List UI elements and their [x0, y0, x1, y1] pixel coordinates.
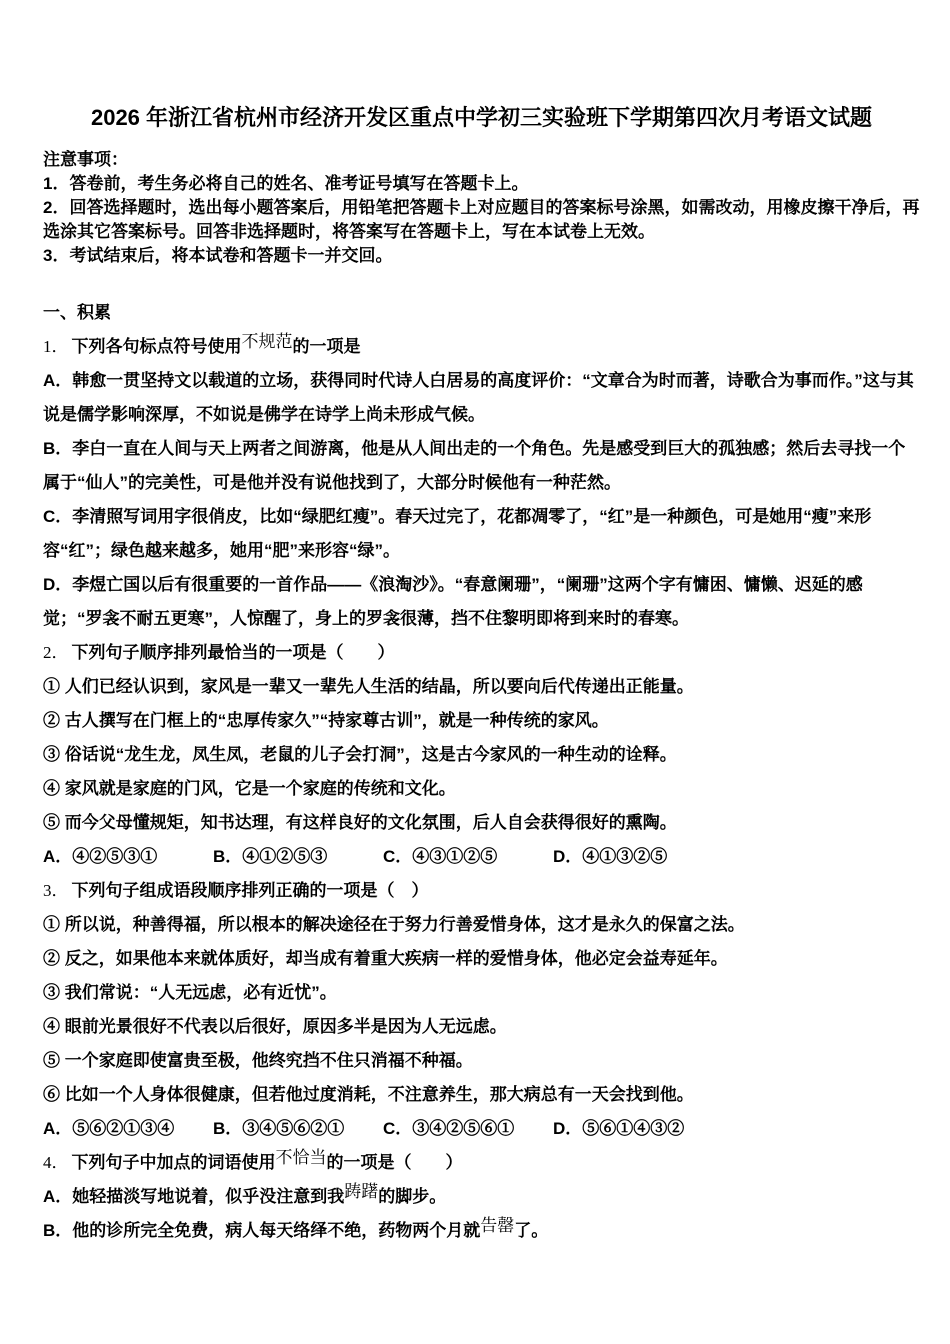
option-label: C． — [43, 507, 73, 526]
page-title: 2026 年浙江省杭州市经济开发区重点中学初三实验班下学期第四次月考语文试题 — [90, 105, 873, 130]
sentence-item: ⑤ 而今父母懂规矩，知书达理，有这样良好的文化氛围，后人自会获得很好的熏陶。 — [43, 813, 677, 832]
sentence-item: ① 人们已经认识到，家风是一辈又一辈先人生活的结晶，所以要向后代传递出正能量。 — [43, 677, 694, 696]
answer-row — [43, 840, 920, 874]
section-heading: 一、积累 — [43, 303, 111, 322]
option-text: 了。 — [514, 1221, 549, 1240]
option-label: B． — [43, 439, 73, 458]
stem-text: 下列句子顺序排列最恰当的一项是（ ） — [71, 643, 395, 662]
stem-text: 下列各句标点符号使用 — [71, 337, 242, 356]
option-text: 她轻描淡写地说着，似乎没注意到我 — [72, 1187, 345, 1206]
answer-choice: D．⑤⑥①④③② — [553, 1119, 685, 1138]
sentence-item: ① 所以说，种善得福，所以根本的解决途径在于努力行善爱惜身体，这才是永久的保富之法。 — [43, 915, 745, 934]
stem-text: 的一项是 — [292, 337, 361, 356]
question-number: 2． — [43, 643, 69, 662]
option-text: 李白一直在人间与天上两者之间游离，他是从人间出走的一个角色。先是感受到巨大的孤独感；然后去寻找一个属于“仙人”的完美性，可是他并没有说他找到了，大部分时候他有一种茫然。 — [43, 439, 906, 492]
notice-item: 1．答卷前，考生务必将自己的姓名、准考证号填写在答题卡上。 — [43, 174, 529, 193]
notice-section — [43, 148, 920, 268]
answer-choice: A．④②⑤③① — [43, 847, 158, 866]
emphasized-word: 踌躇 — [344, 1182, 379, 1201]
sentence-item: ④ 家风就是家庭的门风，它是一个家庭的传统和文化。 — [43, 779, 456, 798]
question-number: 3． — [43, 881, 69, 900]
exam-body — [43, 296, 920, 1248]
option-text: 韩愈一贯坚持文以载道的立场，获得同时代诗人白居易的高度评价：“文章合为时而著，诗歌合为事而作。”这与其说是儒学影响深厚，不如说是佛学在诗学上尚未形成气候。 — [43, 371, 914, 424]
emphasized-word: 不恰当 — [275, 1148, 327, 1167]
answer-row — [43, 1112, 920, 1146]
question-3-stem — [43, 874, 920, 908]
emphasized-word: 不规范 — [241, 332, 293, 351]
notice-item: 3．考试结束后，将本试卷和答题卡一并交回。 — [43, 246, 393, 265]
sentence-item: ⑤ 一个家庭即使富贵至极，他终究挡不住只消福不种福。 — [43, 1051, 473, 1070]
answer-choice: B．④①②⑤③ — [213, 847, 328, 866]
option-c — [43, 500, 920, 568]
stem-text: 下列句子中加点的词语使用 — [71, 1153, 276, 1172]
sentence-item: ③ 我们常说：“人无远虑，必有近忧”。 — [43, 983, 337, 1002]
option-label: B． — [43, 1221, 73, 1240]
option-text: 他的诊所完全免费，病人每天络绎不绝，药物两个月就 — [72, 1221, 481, 1240]
answer-choice: C．③④②⑤⑥① — [383, 1119, 515, 1138]
answer-choice: C．④③①②⑤ — [383, 847, 498, 866]
emphasized-word: 告罄 — [480, 1216, 515, 1235]
question-2-stem — [43, 636, 920, 670]
option-b — [43, 432, 920, 500]
option-label: D． — [43, 575, 73, 594]
option-b — [43, 1214, 920, 1248]
option-text: 李煜亡国以后有很重要的一首作品——《浪淘沙》。“春意阑珊”，“阑珊”这两个字有慵困、慵懒、迟延的感觉；“罗衾不耐五更寒”，人惊醒了，身上的罗衾很薄，挡不住黎明即将到来时的春寒。 — [43, 575, 863, 628]
option-a — [43, 1180, 920, 1214]
stem-text: 下列句子组成语段顺序排列正确的一项是（ ） — [71, 881, 429, 900]
option-a — [43, 364, 920, 432]
question-number: 4． — [43, 1153, 69, 1172]
option-label: A． — [43, 371, 73, 390]
sentence-item: ③ 俗话说“龙生龙，凤生凤，老鼠的儿子会打洞”，这是古今家风的一种生动的诠释。 — [43, 745, 677, 764]
question-1-stem — [43, 330, 920, 364]
answer-choice: B．③④⑤⑥②① — [213, 1119, 345, 1138]
option-d — [43, 568, 920, 636]
sentence-item: ② 古人撰写在门框上的“忠厚传家久”“持家尊古训”，就是一种传统的家风。 — [43, 711, 609, 730]
option-text: 李清照写词用字很俏皮，比如“绿肥红瘦”。春天过完了，花都凋零了，“红”是一种颜色，可是她用“瘦”来形容“红”；绿色越来越多，她用“肥”来形容“绿”。 — [43, 507, 872, 560]
notice-item: 2．回答选择题时，选出每小题答案后，用铅笔把答题卡上对应题目的答案标号涂黑，如需改动，用橡皮擦干净后，再选涂其它答案标号。回答非选择题时，将答案写在答题卡上，写在本试卷上无效。 — [43, 198, 920, 241]
sentence-item: ⑥ 比如一个人身体很健康，但若他过度消耗，不注意养生，那大病总有一天会找到他。 — [43, 1085, 694, 1104]
sentence-item: ④ 眼前光景很好不代表以后很好，原因多半是因为人无远虑。 — [43, 1017, 507, 1036]
sentence-item: ② 反之，如果他本来就体质好，却当成有着重大疾病一样的爱惜身体，他必定会益寿延年。 — [43, 949, 728, 968]
answer-choice: A．⑤⑥②①③④ — [43, 1119, 175, 1138]
option-text: 的脚步。 — [378, 1187, 447, 1206]
question-4-stem — [43, 1146, 920, 1180]
answer-choice: D．④①③②⑤ — [553, 847, 668, 866]
option-label: A． — [43, 1187, 73, 1206]
notice-heading: 注意事项： — [43, 150, 128, 169]
question-number: 1． — [43, 337, 69, 356]
stem-text: 的一项是（ ） — [326, 1153, 463, 1172]
